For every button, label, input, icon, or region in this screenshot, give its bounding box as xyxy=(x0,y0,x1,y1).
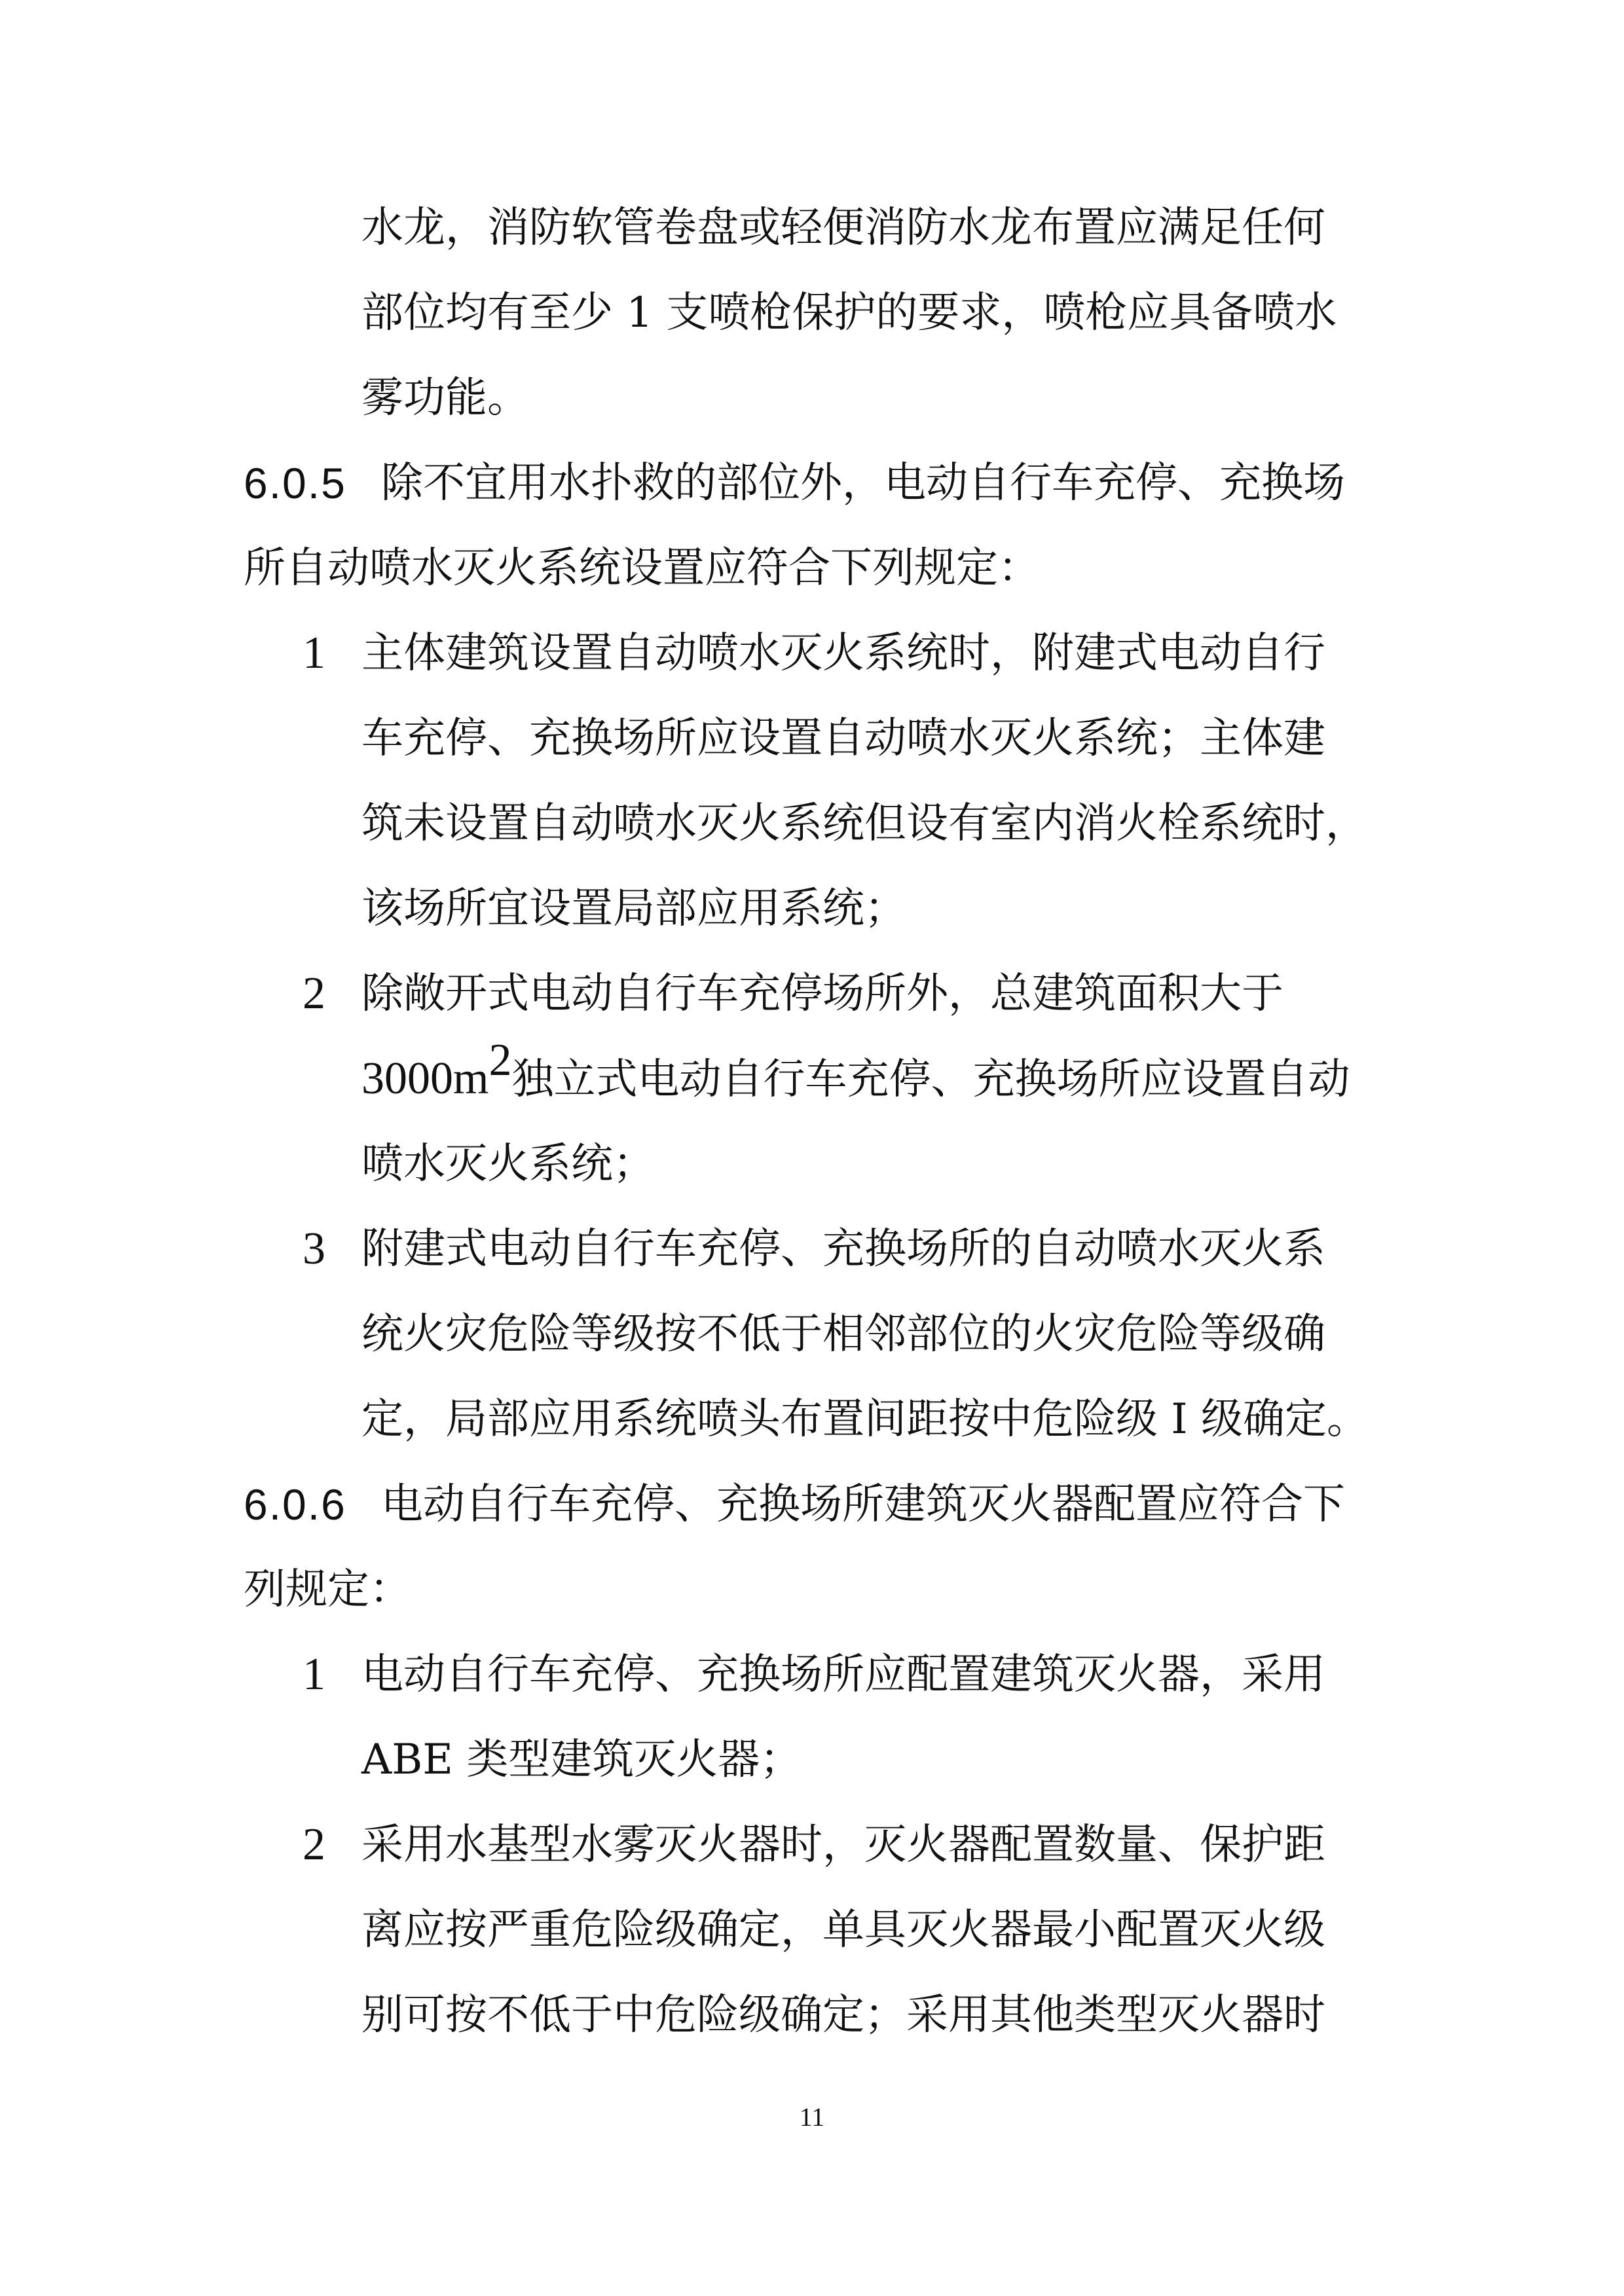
line-text: 列规定： xyxy=(244,1565,411,1614)
text-line xyxy=(0,185,1624,271)
item-number: 1 xyxy=(303,1649,325,1700)
clause-heading xyxy=(0,1461,1624,1548)
text-line xyxy=(0,525,1624,611)
text-line xyxy=(0,1972,1624,2058)
line-text: 统火灾危险等级按不低于相邻部位的火灾危险等级确 xyxy=(361,1310,1325,1358)
line-text: ABE 类型建筑灭火器； xyxy=(361,1736,802,1784)
line-text: 电动自行车充停、充换场所建筑灭火器配置应符合下 xyxy=(381,1480,1345,1529)
line-text: 主体建筑设置自动喷水灭火系统时，附建式电动自行 xyxy=(361,629,1325,678)
area-text xyxy=(361,1036,1350,1123)
line-text: 除不宜用水扑救的部位外，电动自行车充停、充换场 xyxy=(381,459,1345,507)
item-number: 2 xyxy=(303,1819,325,1870)
item-number: 2 xyxy=(303,968,325,1019)
text-line xyxy=(0,1121,1624,1207)
line-text: 除敞开式电动自行车充停场所外，总建筑面积大于 xyxy=(361,970,1283,1018)
line-text: 雾功能。 xyxy=(361,374,529,422)
list-item xyxy=(0,951,1624,1037)
line-text: 水龙，消防软管卷盘或轻便消防水龙布置应满足任何 xyxy=(361,204,1325,252)
line-text: 别可按不低于中危险级确定；采用其他类型灭火器时 xyxy=(361,1991,1325,2039)
line-text: 该场所宜设置局部应用系统； xyxy=(361,884,906,933)
page-number: 11 xyxy=(799,2102,825,2132)
list-item xyxy=(0,1802,1624,1888)
text-line xyxy=(0,1887,1624,1973)
clause-number: 6.0.6 xyxy=(244,1480,346,1529)
text-line xyxy=(0,1291,1624,1377)
text-line xyxy=(0,695,1624,782)
clause-heading xyxy=(0,440,1624,526)
text-line xyxy=(0,355,1624,441)
superscript-2: 2 xyxy=(489,1035,512,1085)
text-line xyxy=(0,1546,1624,1633)
list-item xyxy=(0,1631,1624,1718)
line-text: 离应按严重危险级确定，单具灭火器最小配置灭火级 xyxy=(361,1906,1325,1954)
line-text: 部位均有至少 1 支喷枪保护的要求，喷枪应具备喷水 xyxy=(361,289,1337,337)
line-text: 采用水基型水雾灭火器时，灭火器配置数量、保护距 xyxy=(361,1821,1325,1869)
line-text: 所自动喷水灭火系统设置应符合下列规定： xyxy=(244,544,1040,592)
text-line xyxy=(0,1036,1624,1122)
text-line xyxy=(0,270,1624,356)
line-text: 独立式电动自行车充停、充换场所应设置自动 xyxy=(511,1055,1350,1104)
line-text: 电动自行车充停、充换场所应配置建筑灭火器，采用 xyxy=(361,1650,1325,1699)
line-text: 定，局部应用系统喷头布置间距按中危险级 I 级确定。 xyxy=(361,1395,1369,1444)
list-item xyxy=(0,610,1624,697)
item-number: 3 xyxy=(303,1224,325,1274)
line-text: 附建式电动自行车充停、充换场所的自动喷水灭火系 xyxy=(361,1225,1325,1273)
text-line xyxy=(0,1376,1624,1463)
item-number: 1 xyxy=(303,628,325,678)
line-text: 车充停、充换场所应设置自动喷水灭火系统；主体建 xyxy=(361,714,1325,763)
line-text: 喷水灭火系统； xyxy=(361,1140,655,1188)
text-line xyxy=(0,1717,1624,1803)
text-line xyxy=(0,780,1624,867)
list-item xyxy=(0,1206,1624,1292)
clause-number: 6.0.5 xyxy=(244,459,346,507)
text-line xyxy=(0,866,1624,952)
line-text: 筑未设置自动喷水灭火系统但设有室内消火栓系统时， xyxy=(361,799,1367,848)
area-value: 3000m xyxy=(361,1053,489,1104)
